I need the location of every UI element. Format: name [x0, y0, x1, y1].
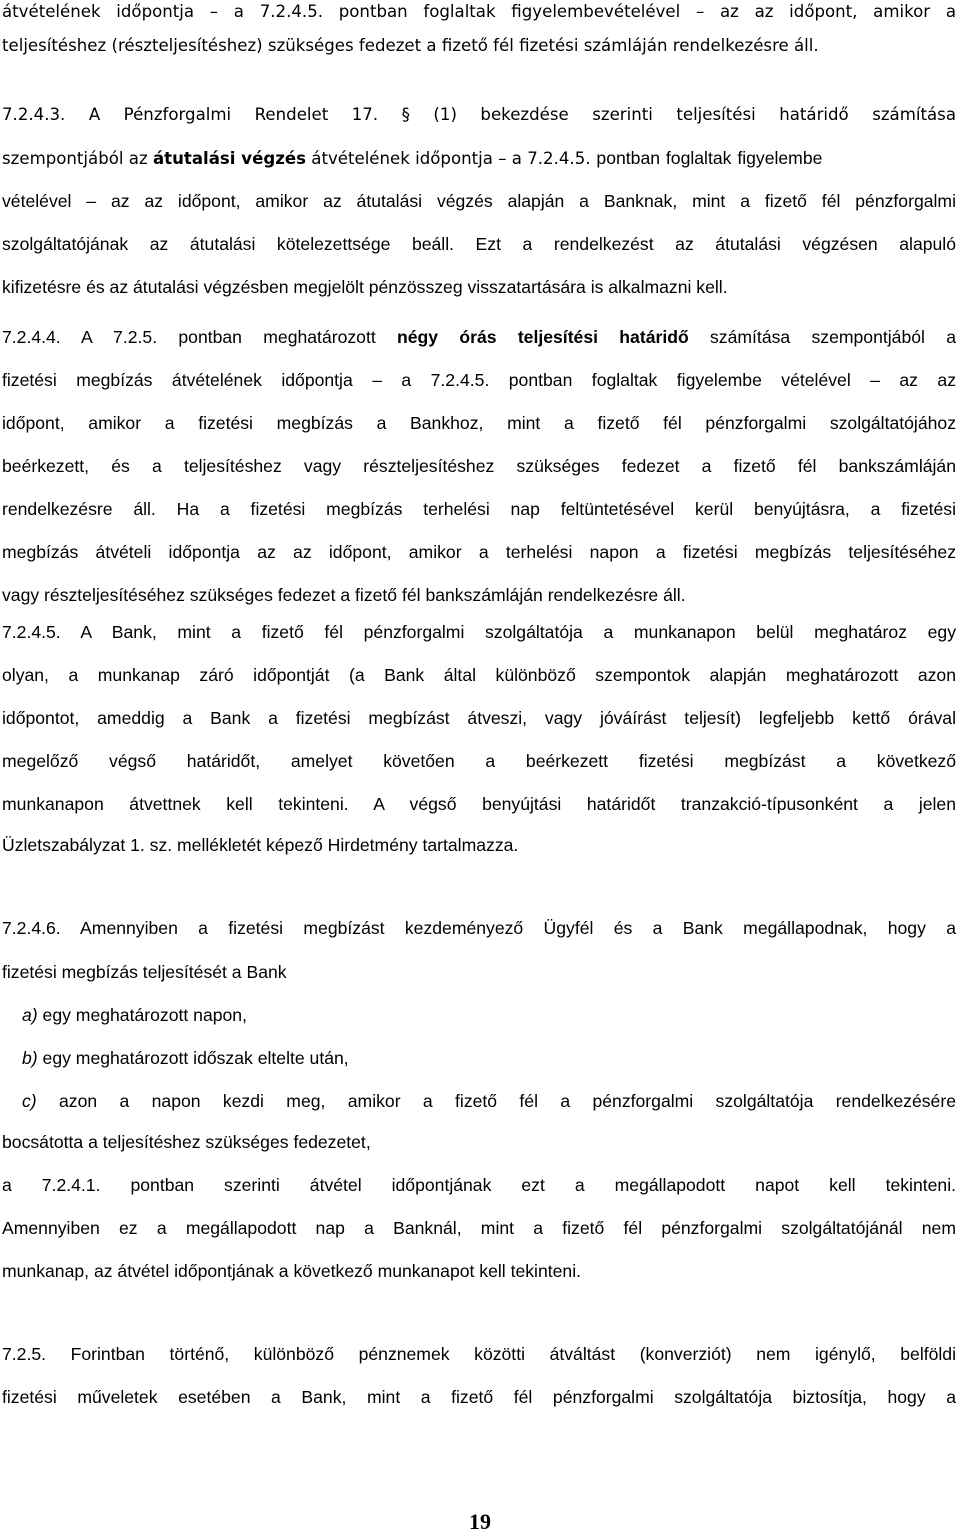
- paragraph-line: megbízás átvételi időpontja az az időpont, amikor a terhelési napon a fizetési megbízás teljesítéséhez: [2, 542, 956, 562]
- paragraph-line: bocsátotta a teljesítéshez szükséges fedezetet,: [2, 1132, 371, 1152]
- paragraph-line: a 7.2.4.1. pontban szerinti átvétel időpontjának ezt a megállapodott napot kell tekinteni.: [2, 1175, 956, 1195]
- bold-term: átutalási végzés: [152, 149, 306, 168]
- paragraph-line: Üzletszabályzat 1. sz. mellékletét képező Hirdetmény tartalmazza.: [2, 835, 519, 855]
- paragraph-line: teljesítéshez (részteljesítéshez) szükséges fedezet a fizető fél fizetési számláján rendelkezésre áll.: [2, 36, 819, 55]
- text-run: pontban foglaltak figyelembe: [590, 148, 823, 168]
- paragraph-line: munkanap, az átvétel időpontjának a következő munkanapot kell tekinteni.: [2, 1261, 582, 1281]
- paragraph-line: vételével – az az időpont, amikor az átutalási végzés alapján a Banknak, mint a fizető fél pénzforgalmi: [2, 191, 956, 211]
- paragraph-line: kifizetésre és az átutalási végzésben megjelölt pénzösszeg visszatartására is alkalmazni kell.: [2, 277, 728, 297]
- list-item: [22, 1046, 956, 1070]
- list-marker: c): [22, 1091, 37, 1111]
- paragraph-line: 7.2.4.5. A Bank, mint a fizető fél pénzforgalmi szolgáltatója a munkanapon belül meghatároz egy: [2, 622, 956, 642]
- text-run: átvételének időpontja – a 7.2.4.5.: [306, 149, 591, 168]
- bold-term: négy órás teljesítési határidő: [397, 327, 689, 347]
- paragraph-line: [2, 146, 956, 170]
- paragraph-line: vagy részteljesítéséhez szükséges fedezet a fizető fél bankszámláján rendelkezésre áll.: [2, 585, 686, 605]
- list-item-text: azon a napon kezdi meg, amikor a fizető fél a pénzforgalmi szolgáltatója rendelkezésére: [36, 1091, 956, 1111]
- paragraph-line: megelőző végső határidőt, amelyet követően a beérkezett fizetési megbízást a következő: [2, 751, 956, 771]
- list-item: [22, 1003, 956, 1027]
- paragraph-line: 7.2.5. Forintban történő, különböző pénznemek közötti átváltást (konverziót) nem igénylő, belföldi: [2, 1344, 956, 1364]
- paragraph-line: időpontot, ameddig a Bank a fizetési megbízást átveszi, vagy jóváírást teljesít) legfeljebb kettő órával: [2, 708, 956, 728]
- paragraph-line: fizetési műveletek esetében a Bank, mint a fizető fél pénzforgalmi szolgáltatója biztosítja, hogy a: [2, 1387, 956, 1407]
- paragraph-line: átvételének időpontja – a 7.2.4.5. pontban foglaltak figyelembevételével – az az időpont, amikor a: [2, 2, 956, 21]
- paragraph-line: fizetési megbízás átvételének időpontja – a 7.2.4.5. pontban foglaltak figyelembe vételével – az az: [2, 370, 956, 390]
- list-marker: b): [22, 1048, 38, 1068]
- list-item-text: egy meghatározott napon,: [37, 1005, 247, 1025]
- text-run: szempontjából az: [2, 149, 153, 168]
- paragraph-line: munkanapon átvettnek kell tekinteni. A végső benyújtási határidőt tranzakció-típusonként a jelen: [2, 794, 956, 814]
- paragraph-line: olyan, a munkanap záró időpontját (a Bank által különböző szempontok alapján meghatározott azon: [2, 665, 956, 685]
- paragraph-line: rendelkezésre áll. Ha a fizetési megbízás terhelési nap feltüntetésével kerül benyújtásra, a fizetési: [2, 499, 956, 519]
- text-run: számítása szempontjából a: [688, 327, 956, 347]
- list-item-text: egy meghatározott időszak eltelte után,: [37, 1048, 349, 1068]
- paragraph-line: fizetési megbízás teljesítését a Bank: [2, 962, 287, 982]
- paragraph-line: 7.2.4.6. Amennyiben a fizetési megbízást kezdeményező Ügyfél és a Bank megállapodnak, hogy a: [2, 918, 956, 938]
- paragraph-line: időpont, amikor a fizetési megbízás a Bankhoz, mint a fizető fél pénzforgalmi szolgáltatójához: [2, 413, 956, 433]
- text-run: 7.2.4.4. A 7.2.5. pontban meghatározott: [2, 327, 398, 347]
- list-item: [22, 1089, 956, 1113]
- page-number: 19: [469, 1509, 491, 1534]
- paragraph-line: beérkezett, és a teljesítéshez vagy részteljesítéshez szükséges fedezet a fizető fél bankszámláján: [2, 456, 956, 476]
- paragraph-line: Amennyiben ez a megállapodott nap a Banknál, mint a fizető fél pénzforgalmi szolgáltatójánál nem: [2, 1218, 956, 1238]
- paragraph-line: [2, 325, 956, 349]
- list-marker: a): [22, 1005, 38, 1025]
- paragraph-line: 7.2.4.3. A Pénzforgalmi Rendelet 17. § (1) bekezdése szerinti teljesítési határidő számítása: [2, 105, 956, 124]
- paragraph-line: szolgáltatójának az átutalási kötelezettsége beáll. Ezt a rendelkezést az átutalási végzésen alapuló: [2, 234, 956, 254]
